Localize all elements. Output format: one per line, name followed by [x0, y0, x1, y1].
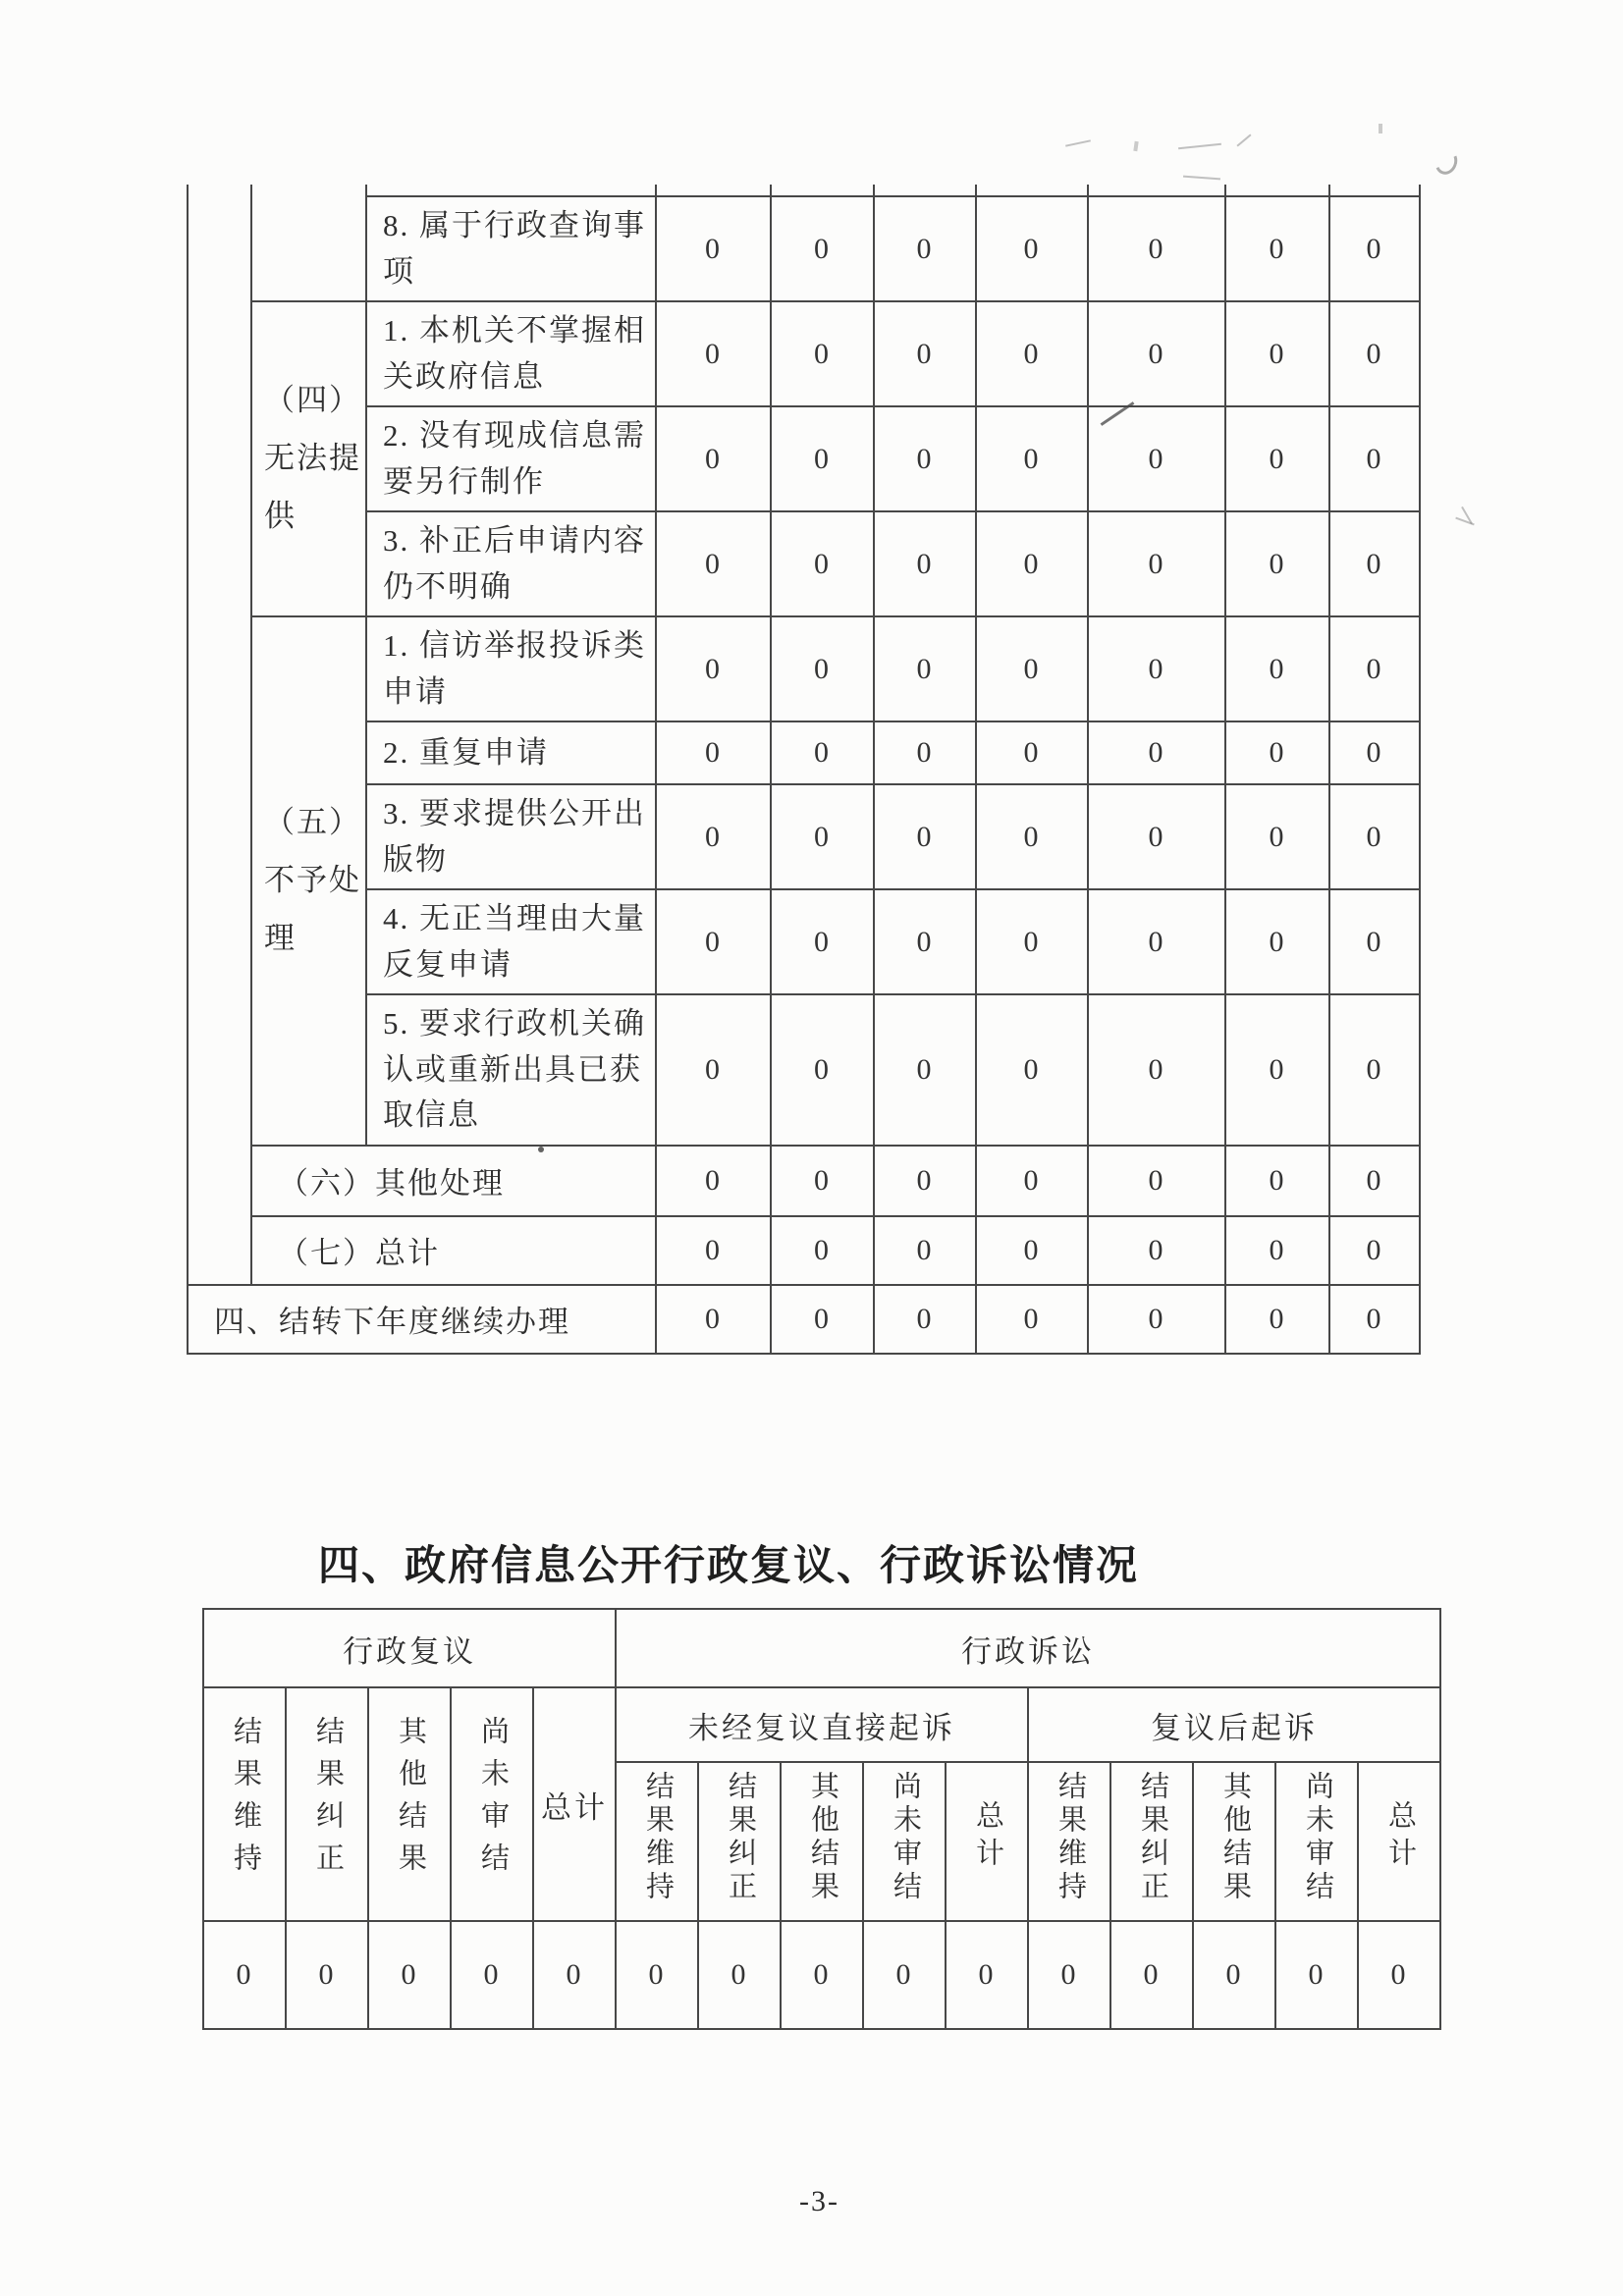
table-row [188, 889, 1420, 994]
continuation-section-cell [251, 185, 366, 301]
value-cell: 0 [1225, 406, 1329, 511]
value-cell: 0 [771, 1146, 874, 1216]
value-cell: 0 [1329, 301, 1420, 406]
value-cell: 0 [1088, 1285, 1225, 1354]
value-cell: 0 [656, 1146, 771, 1216]
review-col-corrected: 结果纠正 [286, 1687, 368, 1921]
table-row [188, 1285, 1420, 1354]
value-cell: 0 [1329, 784, 1420, 889]
value-cell: 0 [656, 406, 771, 511]
row-label: 2. 重复申请 [366, 721, 656, 784]
scan-artifact-colon [1379, 124, 1382, 133]
value-cell: 0 [698, 1921, 781, 2029]
value-cell: 0 [1329, 511, 1420, 616]
value-cell: 0 [1225, 994, 1329, 1146]
value-cell: 0 [874, 406, 976, 511]
value-cell: 0 [656, 511, 771, 616]
row-label: 3. 要求提供公开出版物 [366, 784, 656, 889]
value-cell: 0 [863, 1921, 946, 2029]
section-label-not-processed: （五）不予处理 [251, 616, 366, 1146]
value-cell: 0 [976, 994, 1088, 1146]
value-cell: 0 [976, 511, 1088, 616]
after-col-total: 总计 [1358, 1762, 1440, 1921]
value-cell: 0 [874, 889, 976, 994]
value-cell: 0 [656, 196, 771, 301]
table-row [188, 784, 1420, 889]
after-col-pending: 尚未审结 [1275, 1762, 1358, 1921]
section-heading: 四、政府信息公开行政复议、行政诉讼情况 [318, 1542, 1140, 1588]
value-cell: 0 [656, 889, 771, 994]
review-col-upheld: 结果维持 [203, 1687, 286, 1921]
row-label: 1. 本机关不掌握相关政府信息 [366, 301, 656, 406]
direct-col-other: 其他结果 [781, 1762, 863, 1921]
value-cell: 0 [656, 994, 771, 1146]
scan-artifact-hash [1455, 517, 1474, 526]
value-cell: 0 [771, 721, 874, 784]
scan-artifact-hash [1461, 507, 1473, 524]
review-col-other: 其他结果 [368, 1687, 451, 1921]
value-cell: 0 [1225, 196, 1329, 301]
direct-col-upheld: 结果维持 [616, 1762, 698, 1921]
direct-suit-header: 未经复议直接起诉 [616, 1687, 1028, 1762]
value-cell: 0 [1088, 721, 1225, 784]
table-row-cutoff [188, 185, 1420, 196]
value-cell: 0 [771, 1285, 874, 1354]
table-row [188, 196, 1420, 301]
row-label: 3. 补正后申请内容仍不明确 [366, 511, 656, 616]
value-cell: 0 [1329, 1216, 1420, 1285]
value-cell: 0 [656, 301, 771, 406]
value-cell: 0 [771, 511, 874, 616]
value-cell: 0 [771, 889, 874, 994]
value-cell: 0 [286, 1921, 368, 2029]
value-cell: 0 [1088, 301, 1225, 406]
row-label: 2. 没有现成信息需要另行制作 [366, 406, 656, 511]
scan-artifact-squiggle [1065, 139, 1091, 146]
scan-artifact-wave [1178, 143, 1221, 150]
value-cell: 0 [976, 889, 1088, 994]
value-cell: 0 [976, 1216, 1088, 1285]
value-cell: 0 [1088, 616, 1225, 721]
value-cell: 0 [1088, 994, 1225, 1146]
value-cell: 0 [1329, 1146, 1420, 1216]
value-cell: 0 [874, 301, 976, 406]
review-col-pending: 尚未审结 [451, 1687, 533, 1921]
review-group-header: 行政复议 [203, 1609, 616, 1687]
value-cell: 0 [781, 1921, 863, 2029]
value-cell: 0 [1275, 1921, 1358, 2029]
scan-artifact-caret [1236, 133, 1251, 146]
value-cell: 0 [1088, 784, 1225, 889]
table-row [188, 406, 1420, 511]
table-row [188, 1216, 1420, 1285]
value-cell: 0 [771, 784, 874, 889]
value-cell: 0 [656, 1216, 771, 1285]
value-cell: 0 [1110, 1921, 1193, 2029]
value-cell: 0 [1225, 721, 1329, 784]
value-cell: 0 [1225, 1216, 1329, 1285]
row-label: 8. 属于行政查询事项 [366, 196, 656, 301]
value-cell: 0 [1028, 1921, 1110, 2029]
value-cell: 0 [1329, 994, 1420, 1146]
value-cell: 0 [946, 1921, 1028, 2029]
value-cell: 0 [1088, 1216, 1225, 1285]
value-cell: 0 [1329, 406, 1420, 511]
table-row [188, 1146, 1420, 1216]
continuation-left-column [188, 185, 251, 1285]
table-row [188, 994, 1420, 1146]
value-cell: 0 [874, 721, 976, 784]
value-cell: 0 [874, 1285, 976, 1354]
value-cell: 0 [976, 406, 1088, 511]
value-cell: 0 [1225, 1146, 1329, 1216]
after-review-suit-header: 复议后起诉 [1028, 1687, 1440, 1762]
value-cell: 0 [368, 1921, 451, 2029]
value-cell: 0 [656, 784, 771, 889]
row-label-other-handling: （六）其他处理 [251, 1146, 656, 1216]
page-number: -3- [799, 2185, 839, 2217]
value-cell: 0 [771, 616, 874, 721]
value-cell: 0 [874, 994, 976, 1146]
table-row-groups [203, 1609, 1440, 1687]
row-label: 4. 无正当理由大量反复申请 [366, 889, 656, 994]
value-cell: 0 [203, 1921, 286, 2029]
value-cell: 0 [874, 511, 976, 616]
value-cell: 0 [656, 721, 771, 784]
value-cell: 0 [976, 1146, 1088, 1216]
scan-artifact-curl [1432, 146, 1461, 178]
value-cell: 0 [656, 616, 771, 721]
value-cell: 0 [451, 1921, 533, 2029]
value-cell: 0 [874, 1146, 976, 1216]
direct-col-corrected: 结果纠正 [698, 1762, 781, 1921]
review-col-total: 总计 [533, 1687, 616, 1921]
value-cell: 0 [656, 1285, 771, 1354]
value-cell: 0 [771, 196, 874, 301]
value-cell: 0 [1088, 511, 1225, 616]
value-cell: 0 [1329, 616, 1420, 721]
value-cell: 0 [874, 196, 976, 301]
value-cell: 0 [976, 616, 1088, 721]
value-cell: 0 [771, 301, 874, 406]
table-row-values [203, 1921, 1440, 2029]
value-cell: 0 [533, 1921, 616, 2029]
value-cell: 0 [1088, 889, 1225, 994]
cutoff-cell [366, 185, 656, 196]
value-cell: 0 [1088, 406, 1225, 511]
value-cell: 0 [1193, 1921, 1275, 2029]
value-cell: 0 [771, 994, 874, 1146]
table-row [188, 511, 1420, 616]
value-cell: 0 [616, 1921, 698, 2029]
value-cell: 0 [1225, 1285, 1329, 1354]
after-col-other: 其他结果 [1193, 1762, 1275, 1921]
value-cell: 0 [874, 784, 976, 889]
review-litigation-table [202, 1608, 1441, 2030]
value-cell: 0 [976, 1285, 1088, 1354]
table-row-subgroups [203, 1687, 1440, 1762]
value-cell: 0 [1329, 196, 1420, 301]
direct-col-total: 总计 [946, 1762, 1028, 1921]
value-cell: 0 [1329, 721, 1420, 784]
row-label-total: （七）总计 [251, 1216, 656, 1285]
direct-col-pending: 尚未审结 [863, 1762, 946, 1921]
table-row [188, 301, 1420, 406]
row-label: 1. 信访举报投诉类申请 [366, 616, 656, 721]
value-cell: 0 [976, 301, 1088, 406]
after-col-upheld: 结果维持 [1028, 1762, 1110, 1921]
value-cell: 0 [1225, 616, 1329, 721]
table-row [188, 721, 1420, 784]
value-cell: 0 [1225, 889, 1329, 994]
scan-artifact-tick [1133, 141, 1138, 151]
table-row [188, 616, 1420, 721]
value-cell: 0 [976, 784, 1088, 889]
row-label-carried-over: 四、结转下年度继续办理 [188, 1285, 656, 1354]
value-cell: 0 [1358, 1921, 1440, 2029]
disposition-results-table [187, 185, 1421, 1355]
value-cell: 0 [1329, 889, 1420, 994]
section-label-unable-to-provide: （四）无法提供 [251, 301, 366, 616]
value-cell: 0 [1088, 196, 1225, 301]
value-cell: 0 [1225, 301, 1329, 406]
value-cell: 0 [1329, 1285, 1420, 1354]
value-cell: 0 [1225, 784, 1329, 889]
litigation-group-header: 行政诉讼 [616, 1609, 1440, 1687]
value-cell: 0 [771, 1216, 874, 1285]
value-cell: 0 [1088, 1146, 1225, 1216]
value-cell: 0 [976, 721, 1088, 784]
after-col-corrected: 结果纠正 [1110, 1762, 1193, 1921]
value-cell: 0 [1225, 511, 1329, 616]
value-cell: 0 [771, 406, 874, 511]
value-cell: 0 [976, 196, 1088, 301]
value-cell: 0 [874, 1216, 976, 1285]
value-cell: 0 [874, 616, 976, 721]
row-label: 5. 要求行政机关确认或重新出具已获取信息 [366, 994, 656, 1146]
scan-artifact-wave [1183, 176, 1220, 181]
